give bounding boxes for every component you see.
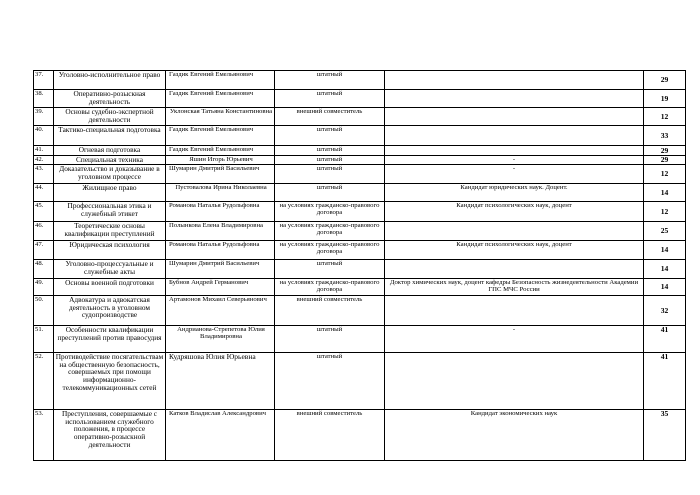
hours-value: 29 bbox=[644, 71, 686, 90]
academic-degree: Доктор химических наук, доцент кафедры Безопасность жизнедеятельности Академии ГПС МЧС России bbox=[385, 279, 644, 296]
table-row bbox=[34, 90, 686, 108]
row-number: 39. bbox=[34, 108, 54, 126]
employment-condition: внешний совместитель bbox=[275, 108, 385, 126]
employment-condition: штатный bbox=[275, 184, 385, 202]
teacher-name: Газдик Евгений Емельянович bbox=[166, 71, 275, 90]
table-row bbox=[34, 202, 686, 222]
employment-condition: внешний совместитель bbox=[275, 410, 385, 461]
academic-degree: - bbox=[385, 156, 644, 165]
employment-condition: штатный bbox=[275, 260, 385, 279]
academic-degree: Кандидат юридических наук. Доцент. bbox=[385, 184, 644, 202]
employment-condition: штатный bbox=[275, 126, 385, 146]
discipline-name: Основы судебно-экспертной деятельности bbox=[54, 108, 166, 126]
teacher-name: Уклонская Татьяна Константиновна bbox=[166, 108, 275, 126]
academic-degree: - bbox=[385, 326, 644, 353]
table-row bbox=[34, 279, 686, 296]
employment-condition: штатный bbox=[275, 156, 385, 165]
staff-table bbox=[33, 70, 686, 461]
discipline-name: Преступления, совершаемые с использованием служебного положения, в процессе оперативно-розыскной деятельности bbox=[54, 410, 166, 461]
employment-condition: штатный bbox=[275, 90, 385, 108]
employment-condition: на условиях гражданско-правового договора bbox=[275, 279, 385, 296]
row-number: 49. bbox=[34, 279, 54, 296]
teacher-name: Полынкова Елена Владимировна bbox=[166, 222, 275, 241]
discipline-name: Уголовно-процессуальные и служебные акты bbox=[54, 260, 166, 279]
academic-degree: Кандидат психологических наук, доцент bbox=[385, 241, 644, 260]
teacher-name: Романова Наталья Рудольфовна bbox=[166, 202, 275, 222]
table-row bbox=[34, 296, 686, 326]
discipline-name: Жилищное право bbox=[54, 184, 166, 202]
teacher-name: Шумарин Дмитрий Васильевич bbox=[166, 165, 275, 184]
employment-condition: штатный bbox=[275, 71, 385, 90]
hours-value: 33 bbox=[644, 126, 686, 146]
row-number: 53. bbox=[34, 410, 54, 461]
table-row bbox=[34, 326, 686, 353]
academic-degree bbox=[385, 222, 644, 241]
hours-value: 12 bbox=[644, 108, 686, 126]
hours-value: 14 bbox=[644, 241, 686, 260]
teacher-name: Бубнов Андрей Германович bbox=[166, 279, 275, 296]
academic-degree: Кандидат экономических наук bbox=[385, 410, 644, 461]
row-number: 41. bbox=[34, 146, 54, 156]
row-number: 38. bbox=[34, 90, 54, 108]
hours-value: 41 bbox=[644, 326, 686, 353]
academic-degree bbox=[385, 71, 644, 90]
row-number: 46. bbox=[34, 222, 54, 241]
hours-value: 29 bbox=[644, 146, 686, 156]
row-number: 45. bbox=[34, 202, 54, 222]
row-number: 44. bbox=[34, 184, 54, 202]
table-row bbox=[34, 126, 686, 146]
row-number: 48. bbox=[34, 260, 54, 279]
academic-degree: Кандидат психологических наук, доцент bbox=[385, 202, 644, 222]
table-row bbox=[34, 146, 686, 156]
discipline-name: Противодействие посягательствам на общественную безопасность, совершаемых при помощи информационно-телекоммуникационных сетей bbox=[54, 353, 166, 410]
hours-value: 12 bbox=[644, 165, 686, 184]
row-number: 51. bbox=[34, 326, 54, 353]
discipline-name: Основы военной подготовки bbox=[54, 279, 166, 296]
hours-value: 14 bbox=[644, 184, 686, 202]
academic-degree bbox=[385, 296, 644, 326]
hours-value: 14 bbox=[644, 260, 686, 279]
hours-value: 14 bbox=[644, 279, 686, 296]
teacher-name: Шумарин Дмитрий Васильевич bbox=[166, 260, 275, 279]
teacher-name: Артамонов Михаил Северьянович bbox=[166, 296, 275, 326]
table-row bbox=[34, 222, 686, 241]
teacher-name: Газдик Евгений Емельянович bbox=[166, 126, 275, 146]
discipline-name: Огневая подготовка bbox=[54, 146, 166, 156]
table-row bbox=[34, 71, 686, 90]
discipline-name: Оперативно-розыскная деятельность bbox=[54, 90, 166, 108]
row-number: 50. bbox=[34, 296, 54, 326]
discipline-name: Особенности квалификации преступлений против правосудия bbox=[54, 326, 166, 353]
hours-value: 25 bbox=[644, 222, 686, 241]
row-number: 37. bbox=[34, 71, 54, 90]
discipline-name: Профессиональная этика и служебный этикет bbox=[54, 202, 166, 222]
employment-condition: штатный bbox=[275, 146, 385, 156]
table-row bbox=[34, 353, 686, 410]
teacher-name: Кудряшова Юлия Юрьевна bbox=[166, 353, 275, 410]
teacher-name: Катков Владислав Александрович bbox=[166, 410, 275, 461]
discipline-name: Доказательство и доказывание в уголовном процессе bbox=[54, 165, 166, 184]
discipline-name: Тактико-специальная подготовка bbox=[54, 126, 166, 146]
employment-condition: внешний совместитель bbox=[275, 296, 385, 326]
employment-condition: на условиях гражданско-правового договора bbox=[275, 202, 385, 222]
teacher-name: Андрианова-Стрепетова Юлия Владимировна bbox=[166, 326, 275, 353]
table-row bbox=[34, 108, 686, 126]
employment-condition: штатный bbox=[275, 326, 385, 353]
teacher-name: Яшин Игорь Юрьевич bbox=[166, 156, 275, 165]
discipline-name: Теоретические основы квалификации преступлений bbox=[54, 222, 166, 241]
table-row bbox=[34, 184, 686, 202]
table-row bbox=[34, 156, 686, 165]
teacher-name: Газдик Евгений Емельянович bbox=[166, 146, 275, 156]
hours-value: 35 bbox=[644, 410, 686, 461]
discipline-name: Специальная техника bbox=[54, 156, 166, 165]
teacher-name: Пустовалова Ирина Николаевна bbox=[166, 184, 275, 202]
employment-condition: штатный bbox=[275, 353, 385, 410]
row-number: 43. bbox=[34, 165, 54, 184]
employment-condition: на условиях гражданско-правового договора bbox=[275, 222, 385, 241]
table-row bbox=[34, 165, 686, 184]
teacher-name: Романова Наталья Рудольфовна bbox=[166, 241, 275, 260]
teacher-name: Газдик Евгений Емельянович bbox=[166, 90, 275, 108]
table-row bbox=[34, 241, 686, 260]
academic-degree: - bbox=[385, 165, 644, 184]
hours-value: 19 bbox=[644, 90, 686, 108]
discipline-name: Адвокатура и адвокатская деятельность в уголовном судопроизводстве bbox=[54, 296, 166, 326]
discipline-name: Уголовно-исполнительное право bbox=[54, 71, 166, 90]
hours-value: 12 bbox=[644, 202, 686, 222]
academic-degree bbox=[385, 260, 644, 279]
table-row bbox=[34, 260, 686, 279]
employment-condition: на условиях гражданско-правового договора bbox=[275, 241, 385, 260]
academic-degree bbox=[385, 126, 644, 146]
hours-value: 41 bbox=[644, 353, 686, 410]
row-number: 42. bbox=[34, 156, 54, 165]
employment-condition: штатный bbox=[275, 165, 385, 184]
row-number: 40. bbox=[34, 126, 54, 146]
hours-value: 29 bbox=[644, 156, 686, 165]
academic-degree bbox=[385, 90, 644, 108]
hours-value: 32 bbox=[644, 296, 686, 326]
discipline-name: Юридическая психология bbox=[54, 241, 166, 260]
table-row bbox=[34, 410, 686, 461]
row-number: 47. bbox=[34, 241, 54, 260]
academic-degree bbox=[385, 353, 644, 410]
academic-degree bbox=[385, 146, 644, 156]
academic-degree bbox=[385, 108, 644, 126]
row-number: 52. bbox=[34, 353, 54, 410]
